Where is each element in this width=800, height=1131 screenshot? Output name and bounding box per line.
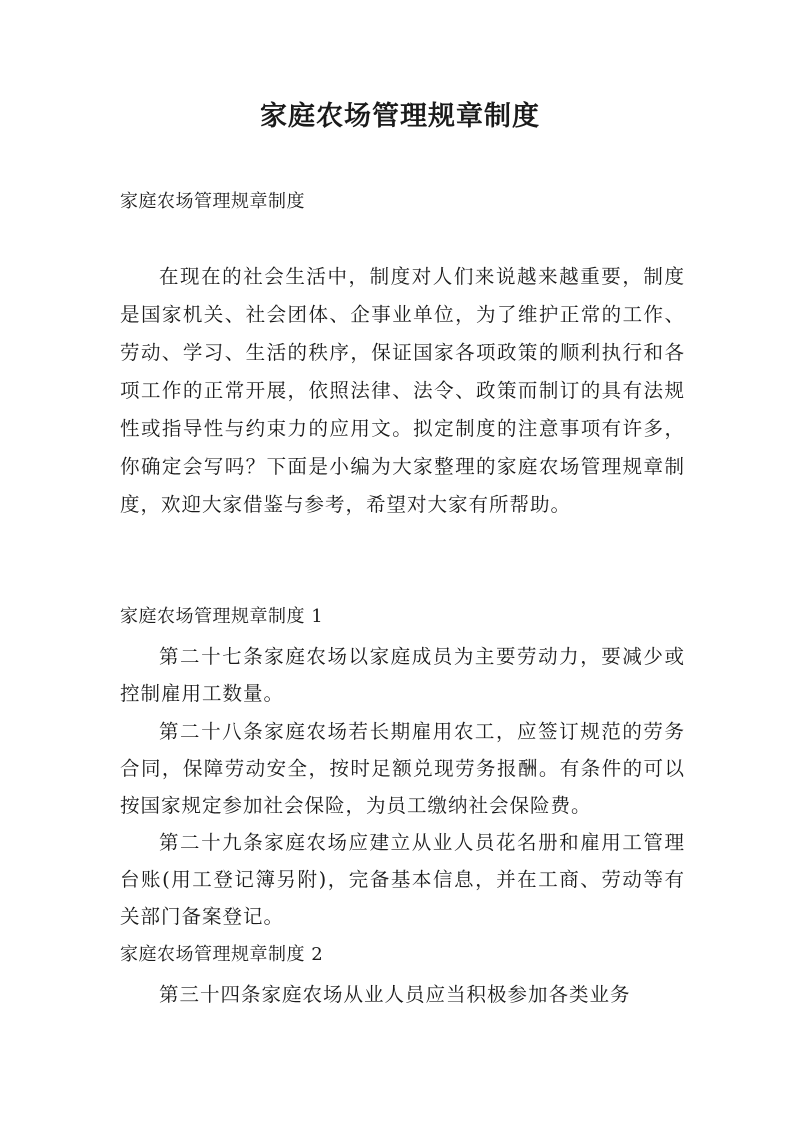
section-1-paragraph-3: 第二十九条家庭农场应建立从业人员花名册和雇用工管理台账(用工登记簿另附)，完备基本信息，并在工商、劳动等有关部门备案登记。 (120, 831, 685, 928)
intro-paragraph: 在现在的社会生活中，制度对人们来说越来越重要，制度是国家机关、社会团体、企事业单位，为了维护正常的工作、劳动、学习、生活的秩序，保证国家各项政策的顺利执行和各项工作的正常开展，依照法律、法令、政策而制订的具有法规性或指导性与约束力的应用文。拟定制度的注意事项有许多，你确定会写吗？下面是小编为大家整理的家庭农场管理规章制度，欢迎大家借鉴与参考，希望对大家有所帮助。 (120, 265, 685, 516)
section-heading-2: 家庭农场管理规章制度 2 (120, 944, 324, 965)
section-1-paragraph-2: 第二十八条家庭农场若长期雇用农工，应签订规范的劳务合同，保障劳动安全，按时足额兑现劳务报酬。有条件的可以按国家规定参加社会保险，为员工缴纳社会保险费。 (120, 720, 685, 817)
section-1-paragraph-1: 第二十七条家庭农场以家庭成员为主要劳动力，要减少或控制雇用工数量。 (120, 645, 685, 705)
document-title: 家庭农场管理规章制度 (260, 101, 540, 132)
section-2-paragraph-1: 第三十四条家庭农场从业人员应当积极参加各类业务 (159, 983, 631, 1006)
document-subtitle: 家庭农场管理规章制度 (120, 191, 305, 212)
section-heading-1: 家庭农场管理规章制度 1 (120, 606, 324, 627)
